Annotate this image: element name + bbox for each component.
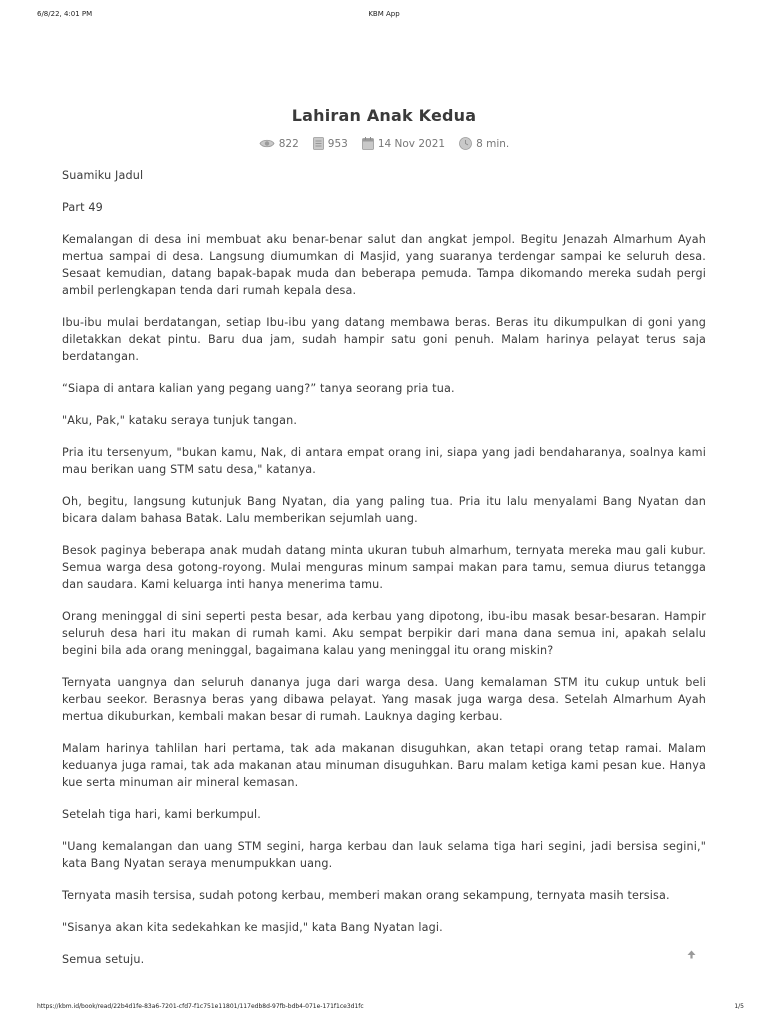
paragraph: Suamiku Jadul (62, 169, 144, 182)
paragraph: Ibu-ibu mulai berdatangan, setiap Ibu-ibu yang datang membawa beras. Beras itu dikumpulkan di goni yang diletakkan dekat pintu. Baru dua jam, sudah hampir satu goni penuh. Malam harinya pelayat terus saja berdatangan. (62, 316, 706, 363)
paragraph: Ternyata uangnya dan seluruh dananya juga dari warga desa. Uang kemalaman STM itu cukup untuk beli kerbau seekor. Berasnya beras yang dibawa pelayat. Yang masak juga warga desa. Setelah Almarhum Ayah mertua dikuburkan, kembali makan besar di rumah. Lauknya daging kerbau. (62, 676, 706, 723)
page-url: https://kbm.id/book/read/22b4d1fe-83a6-7201-cfd7-f1c751e11801/117edb8d-97fb-bdb4-071e-171f1ce3d1fc (37, 1003, 364, 1010)
eye-icon (259, 138, 275, 149)
meta-words (313, 137, 348, 150)
paragraph: Part 49 (62, 201, 103, 214)
document-icon (313, 137, 324, 150)
page-number: 1/5 (734, 1003, 744, 1010)
clock-icon (459, 137, 472, 150)
article-title: Lahiran Anak Kedua (291, 106, 477, 125)
arrow-up-icon (687, 944, 696, 963)
paragraph: "Sisanya akan kita sedekahkan ke masjid," kata Bang Nyatan lagi. (62, 921, 443, 934)
paragraph: Besok paginya beberapa anak mudah datang minta ukuran tubuh almarhum, ternyata mereka mau gali kubur. Semua warga desa gotong-royong. Mulai menguras minum sampai makan para tamu, semua diurus tetangga dan saudara. Kami keluarga inti hanya menerima tamu. (62, 544, 706, 591)
print-footer (0, 1003, 768, 1015)
meta-date (362, 137, 445, 150)
print-datetime: 6/8/22, 4:01 PM (37, 10, 93, 18)
paragraph: “Siapa di antara kalian yang pegang uang?” tanya seorang pria tua. (62, 382, 455, 395)
article-body (62, 167, 706, 983)
calendar-icon (362, 137, 374, 150)
words-count: 953 (327, 137, 348, 150)
paragraph: Oh, begitu, langsung kutunjuk Bang Nyatan, dia yang paling tua. Pria itu lalu menyalami Bang Nyatan dan bicara dalam bahasa Batak. Lalu memberikan sejumlah uang. (62, 495, 706, 525)
article-meta (0, 137, 768, 150)
read-time: 8 min. (476, 137, 510, 150)
paragraph: Orang meninggal di sini seperti pesta besar, ada kerbau yang dipotong, ibu-ibu masak besar-besaran. Hampir seluruh desa hari itu makan di rumah kami. Aku sempat berpikir dari mana dana semua ini, apakah selalu begini bila ada orang meninggal, bagaimana kalau yang meninggal itu orang miskin? (62, 610, 706, 657)
paragraph: Setelah tiga hari, kami berkumpul. (62, 808, 262, 821)
published-date: 14 Nov 2021 (377, 137, 446, 150)
paragraph: "Aku, Pak," kataku seraya tunjuk tangan. (62, 414, 298, 427)
paragraph: Pria itu tersenyum, "bukan kamu, Nak, di antara empat orang ini, siapa yang jadi bendaharanya, soalnya kami mau berikan uang STM satu desa," katanya. (62, 446, 706, 476)
paragraph: "Uang kemalangan dan uang STM segini, harga kerbau dan lauk selama tiga hari segini, jadi bersisa segini," kata Bang Nyatan seraya menumpukkan uang. (62, 840, 706, 870)
app-title: KBM App (368, 10, 400, 18)
paragraph: Ternyata masih tersisa, sudah potong kerbau, memberi makan orang sekampung, ternyata masih tersisa. (62, 889, 670, 902)
meta-read-time (459, 137, 509, 150)
views-count: 822 (278, 137, 299, 150)
meta-views (259, 138, 299, 150)
paragraph: Kemalangan di desa ini membuat aku benar-benar salut dan angkat jempol. Begitu Jenazah Almarhum Ayah mertua sampai di desa. Langsung diumumkan di Masjid, yang suaranya terdengar sampai ke seluruh desa. Sesaat kemudian, datang bapak-bapak muda dan beberapa pemuda. Tampa dikomando mereka sudah pergi ambil perlengkapan tenda dari rumah kepala desa. (62, 233, 706, 297)
scroll-to-top-button[interactable] (684, 946, 698, 960)
print-header (0, 10, 768, 22)
paragraph: Semua setuju. (62, 953, 145, 966)
paragraph: Malam harinya tahlilan hari pertama, tak ada makanan disuguhkan, akan tetapi orang tetap ramai. Malam keduanya juga ramai, tak ada makanan atau minuman disuguhkan. Baru malam ketiga kami pesan kue. Hanya kue serta minuman air mineral kemasan. (62, 742, 706, 789)
